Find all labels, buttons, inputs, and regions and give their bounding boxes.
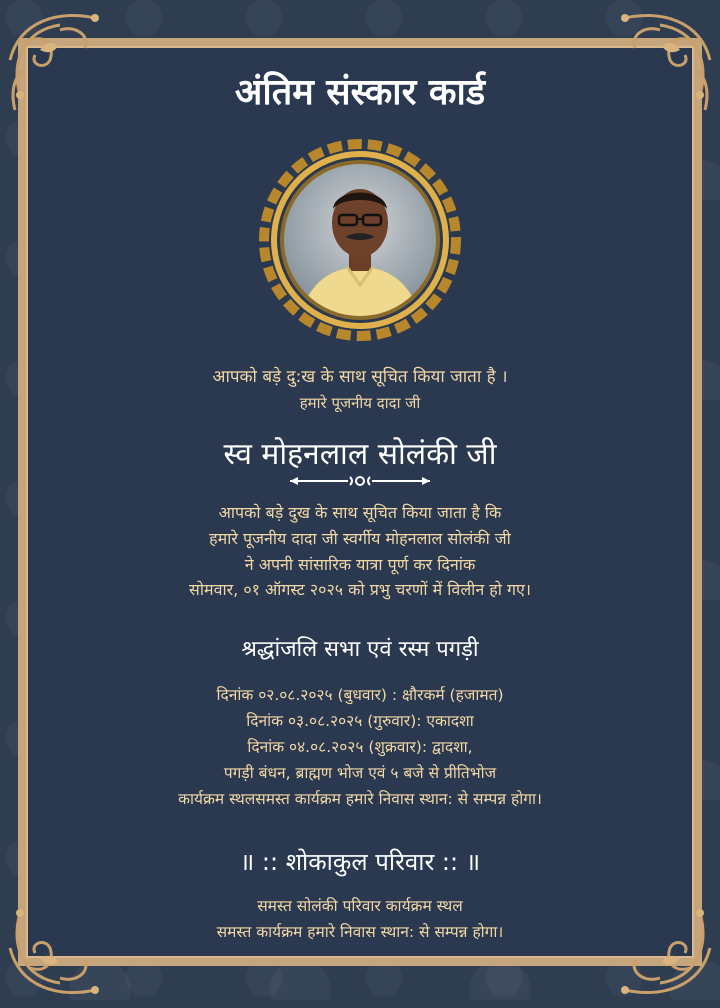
ceremony-heading: श्रद्धांजलि सभा एवं रस्म पगड़ी [241,637,479,662]
message-line: आपको बड़े दुख के साथ सूचित किया जाता है कि [218,503,502,522]
message-line: ने अपनी सांसारिक यात्रा पूर्ण कर दिनांक [244,555,476,574]
ceremony-line: कार्यक्रम स्थलसमस्त कार्यक्रम हमारे निवास स्थान: से सम्पन्न होगा। [178,790,542,808]
intro-line-2: हमारे पूजनीय दादा जी [299,394,421,412]
divider-ornament-icon [286,474,434,488]
family-heading: ॥ :: शोकाकुल परिवार :: ॥ [239,848,481,876]
intro-line-1: आपको बड़े दु:ख के साथ सूचित किया जाता है । [212,367,508,387]
family-line: समस्त कार्यक्रम हमारे निवास स्थान: से सम्पन्न होगा। [216,923,504,941]
ceremony-line: पगड़ी बंधन, ब्राह्मण भोज एवं ५ बजे से प्रीतिभोज [223,764,497,782]
ceremony-line: दिनांक ०२.०८.२०२५ (बुधवार) : क्षौरकर्म (हजामत) [216,686,504,704]
card-title: अंतिम संस्कार कार्ड [234,72,486,113]
deceased-name: स्व मोहनलाल सोलंकी जी [223,437,497,472]
memorial-photo [257,137,463,343]
ceremony-line: दिनांक ०४.०८.२०२५ (शुक्रवार): द्वादशा, [247,738,473,756]
message-line: हमारे पूजनीय दादा जी स्वर्गीय मोहनलाल सोलंकी जी [209,529,511,548]
family-line: समस्त सोलंकी परिवार कार्यक्रम स्थल [257,897,463,915]
ceremony-line: दिनांक ०३.०८.२०२५ (गुरुवार): एकादशा [246,712,474,730]
message-line: सोमवार, ०१ ऑगस्ट २०२५ को प्रभु चरणों में विलीन हो गए। [189,580,531,599]
